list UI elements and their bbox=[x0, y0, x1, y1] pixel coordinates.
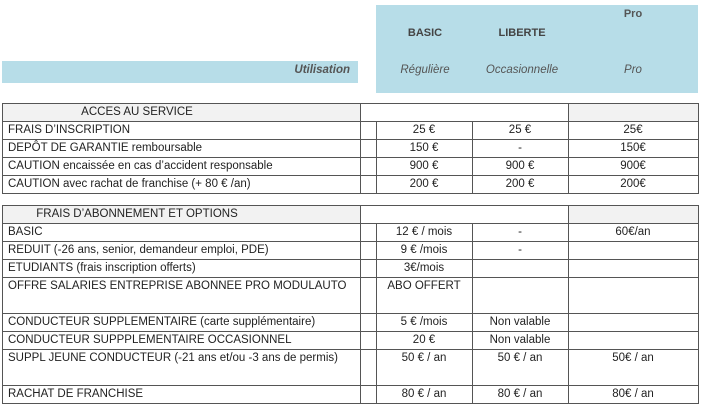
basic-value: ABO OFFERT bbox=[387, 280, 461, 292]
row-label: SUPPL JEUNE CONDUCTEUR (-21 ans et/ou -3 ans de permis) bbox=[8, 352, 338, 364]
table-rule bbox=[2, 205, 698, 206]
row-label: CONDUCTEUR SUPPPLEMENTAIRE OCCASIONNEL bbox=[8, 334, 292, 346]
row-label: ETUDIANTS (frais inscription offerts) bbox=[8, 262, 196, 274]
header-basic: BASIC bbox=[407, 27, 443, 39]
basic-value: 25 € bbox=[412, 124, 436, 136]
row-label: CAUTION encaissée en cas d’accident responsable bbox=[8, 160, 273, 172]
table-rule bbox=[472, 121, 473, 194]
row-label: OFFRE SALARIES ENTREPRISE ABONNEE PRO MODULAUTO bbox=[8, 280, 347, 292]
table-rule bbox=[2, 103, 698, 104]
row-label: RACHAT DE FRANCHISE bbox=[8, 388, 144, 400]
header-liberte: LIBERTE bbox=[498, 27, 546, 39]
table-rule bbox=[2, 205, 3, 404]
table-rule bbox=[2, 241, 698, 242]
table-rule bbox=[2, 385, 698, 386]
liberte-value bbox=[472, 259, 568, 277]
header-occasionnelle: Occasionnelle bbox=[485, 64, 559, 76]
table-rule bbox=[698, 103, 699, 194]
header-pro: Pro bbox=[624, 64, 642, 76]
pro-value: 150€ bbox=[620, 142, 646, 154]
table-rule bbox=[376, 223, 377, 404]
pro-value: 900€ bbox=[620, 160, 646, 172]
liberte-value: Non valable bbox=[489, 316, 551, 328]
basic-value: 3€/mois bbox=[403, 262, 445, 274]
pro-value bbox=[568, 313, 698, 331]
table-rule bbox=[2, 349, 698, 350]
header-reguliere: Régulière bbox=[400, 64, 450, 76]
table-rule bbox=[2, 277, 698, 278]
liberte-value: - bbox=[518, 244, 522, 256]
liberte-value: 80 € / an bbox=[497, 388, 543, 400]
table-rule bbox=[360, 103, 361, 194]
liberte-value: 200 € bbox=[505, 178, 535, 190]
liberte-value: Non valable bbox=[489, 334, 551, 346]
pro-value bbox=[568, 277, 698, 313]
section-title: ACCES AU SERVICE bbox=[81, 106, 193, 118]
liberte-value: - bbox=[518, 142, 522, 154]
table-rule bbox=[2, 313, 698, 314]
table-rule bbox=[472, 223, 473, 404]
row-label: REDUIT (-26 ans, senior, demandeur emploi, PDE) bbox=[8, 244, 269, 256]
section-title: FRAIS D’ABONNEMENT ET OPTIONS bbox=[36, 208, 238, 220]
row-label: BASIC bbox=[8, 226, 43, 238]
table-rule bbox=[2, 157, 698, 158]
table-rule bbox=[2, 103, 3, 194]
basic-value: 200 € bbox=[409, 178, 439, 190]
table-rule bbox=[2, 331, 698, 332]
row-label: DEPÔT DE GARANTIE remboursable bbox=[8, 142, 203, 154]
pro-value: 50€ / an bbox=[612, 352, 654, 364]
table-rule bbox=[2, 259, 698, 260]
table-rule bbox=[698, 205, 699, 404]
table-rule bbox=[2, 121, 698, 122]
header-pro-top: Pro bbox=[623, 8, 643, 20]
header-utilisation-label: Utilisation bbox=[294, 64, 350, 76]
table-rule bbox=[376, 121, 377, 194]
table-rule bbox=[2, 193, 698, 194]
liberte-value: 900 € bbox=[505, 160, 535, 172]
basic-value: 150 € bbox=[409, 142, 439, 154]
liberte-value: - bbox=[518, 226, 522, 238]
section-title-pro-bg bbox=[568, 103, 698, 121]
row-label: CONDUCTEUR SUPPLEMENTAIRE (carte supplémentaire) bbox=[8, 316, 316, 328]
row-label: CAUTION avec rachat de franchise (+ 80 € /an) bbox=[8, 178, 251, 190]
liberte-value: 25 € bbox=[508, 124, 532, 136]
basic-value: 50 € / an bbox=[401, 352, 447, 364]
table-rule bbox=[568, 103, 569, 194]
table-rule bbox=[2, 139, 698, 140]
basic-value: 9 € /mois bbox=[400, 244, 448, 256]
basic-value: 20 € bbox=[412, 334, 436, 346]
table-rule bbox=[2, 175, 698, 176]
pro-value bbox=[568, 259, 698, 277]
section-title-pro-bg bbox=[568, 205, 698, 223]
pro-value: 60€/an bbox=[615, 226, 651, 238]
liberte-value bbox=[472, 277, 568, 313]
basic-value: 5 € /mois bbox=[400, 316, 448, 328]
row-label: FRAIS D’INSCRIPTION bbox=[8, 124, 131, 136]
table-rule bbox=[2, 223, 698, 224]
pro-value: 200€ bbox=[620, 178, 646, 190]
basic-value: 80 € / an bbox=[401, 388, 447, 400]
pro-value: 80€ / an bbox=[612, 388, 654, 400]
pro-value bbox=[568, 331, 698, 349]
basic-value: 12 € / mois bbox=[395, 226, 453, 238]
table-rule bbox=[2, 403, 698, 404]
table-rule bbox=[360, 205, 361, 404]
pro-value bbox=[568, 241, 698, 259]
liberte-value: 50 € / an bbox=[497, 352, 543, 364]
basic-value: 900 € bbox=[409, 160, 439, 172]
table-rule bbox=[568, 205, 569, 404]
pro-value: 25€ bbox=[623, 124, 643, 136]
